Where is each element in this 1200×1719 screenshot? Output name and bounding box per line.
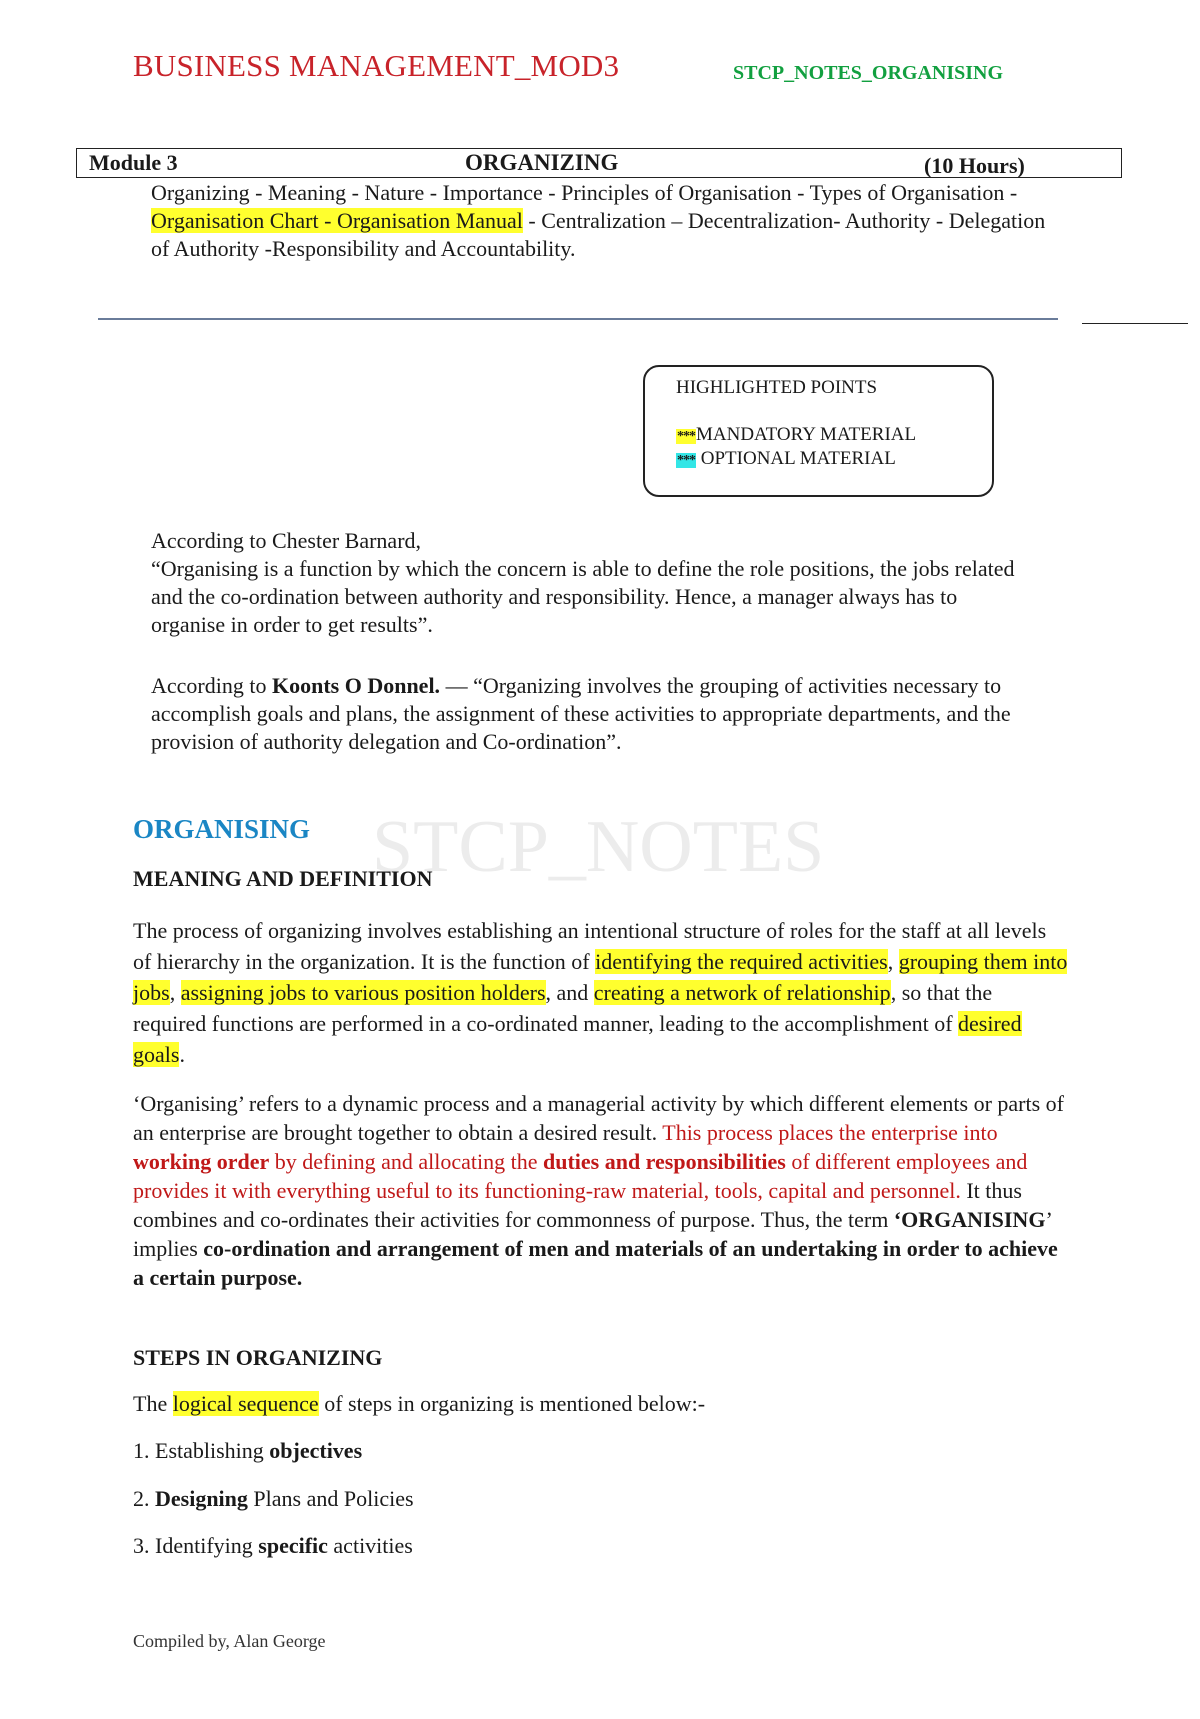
koontz-text: According to <box>151 673 272 698</box>
step-text: 1. Establishing <box>133 1438 270 1463</box>
mandatory-marker: *** <box>677 429 695 444</box>
koontz-text: — “Organizing involves the grouping of activities necessary to accomplish goals and plans, the assignment of these activities to appropriate departments, and the provision of authority delegation and Co-ordination”. <box>151 673 1011 754</box>
meaning-text: . <box>179 1042 185 1067</box>
highlight-phrase: creating a network of relationship <box>593 980 891 1005</box>
module-title: ORGANIZING <box>465 150 619 175</box>
document-header-title: BUSINESS MANAGEMENT_MOD3 <box>133 48 620 83</box>
legend-title: HIGHLIGHTED POINTS <box>676 377 878 398</box>
barnard-intro: According to Chester Barnard, <box>151 528 422 553</box>
divider-line <box>1082 323 1188 324</box>
step-text: activities <box>327 1533 413 1558</box>
syllabus-highlight: Organisation Chart - Organisation Manual <box>151 208 523 233</box>
steps-intro-text: of steps in organizing is mentioned below:- <box>318 1391 706 1416</box>
highlight-phrase: identifying the required activities <box>595 949 888 974</box>
steps-intro <box>133 1391 705 1417</box>
optional-marker: *** <box>677 453 695 468</box>
step-bold: objectives <box>269 1438 363 1463</box>
koontz-name: Koonts O Donnel. <box>271 673 441 698</box>
koontz-definition <box>151 672 1031 756</box>
red-bold-text: working order <box>133 1149 270 1174</box>
step-item <box>133 1533 413 1559</box>
module-syllabus <box>151 179 1051 263</box>
footer-credit: Compiled by, Alan George <box>133 1631 326 1651</box>
meaning-text: The process of organizing involves establishing an intentional structure of roles for the staff at all levels of hierarchy in the organization. It is the function of <box>133 918 1047 974</box>
meaning-text: , <box>887 949 899 974</box>
red-text: This process places the enterprise into <box>662 1120 998 1145</box>
highlight-phrase: desired goals <box>133 1011 1022 1067</box>
step-text: Plans and Policies <box>247 1486 414 1511</box>
syllabus-text: - Centralization – Decentralization- Authority - Delegation of Authority -Responsibility and Accountability. <box>151 208 1046 261</box>
legend-optional-label: OPTIONAL MATERIAL <box>700 448 896 469</box>
divider-line <box>98 318 1058 320</box>
document-header-tag: STCP_NOTES_ORGANISING <box>733 62 1004 84</box>
highlight-phrase: logical sequence <box>172 1391 319 1416</box>
meaning-text: , so that the required functions are performed in a co-ordinated manner, leading to the accomplishment of <box>133 980 993 1036</box>
step-bold: Designing <box>155 1486 248 1511</box>
organising-text: It thus combines and co-ordinates their activities for commonness of purpose. Thus, the term <box>133 1178 1022 1232</box>
module-label: Module 3 <box>89 150 178 175</box>
meaning-heading: MEANING AND DEFINITION <box>133 866 433 891</box>
highlight-phrase: grouping them into jobs <box>133 949 1068 1005</box>
legend-mandatory-label: MANDATORY MATERIAL <box>696 424 917 445</box>
syllabus-text: Organizing - Meaning - Nature - Importance - Principles of Organisation - Types of Organisation - <box>151 180 1018 205</box>
step-text: 3. Identifying <box>133 1533 259 1558</box>
module-hours: (10 Hours) <box>924 153 1025 178</box>
meaning-text: , and <box>545 980 594 1005</box>
organising-text: ’ implies <box>133 1207 1052 1261</box>
red-bold-text: duties and responsibilities <box>542 1149 786 1174</box>
organising-paragraph <box>133 1089 1068 1292</box>
watermark: STCP_NOTES <box>372 806 825 888</box>
section-heading: ORGANISING <box>133 814 311 844</box>
highlight-phrase: assigning jobs to various position holders <box>180 980 546 1005</box>
steps-intro-text: The <box>133 1391 173 1416</box>
legend-mandatory <box>676 424 916 446</box>
step-bold: specific <box>258 1533 328 1558</box>
step-item <box>133 1438 362 1464</box>
meaning-paragraph <box>133 915 1068 1070</box>
legend-optional <box>676 448 896 470</box>
barnard-quote: “Organising is a function by which the concern is able to define the role positions, the jobs related and the co-ordination between authority and responsibility. Hence, a manager always has to organise in order to get results”. <box>151 556 1015 637</box>
bold-text: co-ordination and arrangement of men and materials of an undertaking in order to achieve a certain purpose. <box>133 1236 1058 1290</box>
red-text: of different employees and provides it with everything useful to its functioning-raw material, tools, capital and personnel. <box>133 1149 1028 1203</box>
step-text: 2. <box>133 1486 155 1511</box>
red-text: by defining and allocating the <box>269 1149 543 1174</box>
steps-heading: STEPS IN ORGANIZING <box>133 1345 383 1370</box>
meaning-text: , <box>169 980 181 1005</box>
organising-text: ‘Organising’ refers to a dynamic process and a managerial activity by which different elements or parts of an enterprise are brought together to obtain a desired result. <box>133 1091 1065 1145</box>
step-item <box>133 1486 414 1512</box>
bold-text: ‘ORGANISING <box>893 1207 1046 1232</box>
